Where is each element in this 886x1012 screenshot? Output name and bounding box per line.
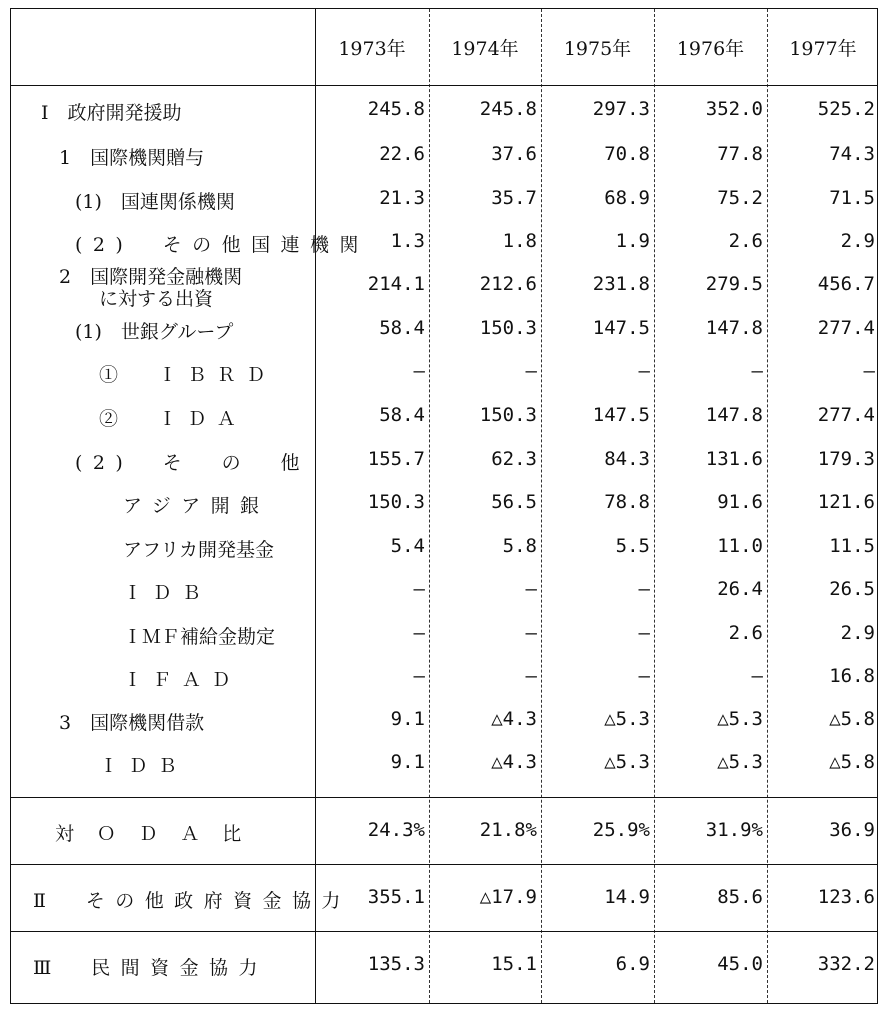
table-cell: 150.3	[367, 491, 425, 513]
table-cell: 5.5	[615, 535, 650, 557]
table-cell: 26.4	[717, 578, 763, 600]
table-cell: 525.2	[817, 98, 875, 120]
summary-cell: 21.8%	[479, 819, 537, 841]
table-cell: 16.8	[829, 665, 875, 687]
table-cell: 21.3	[379, 187, 425, 209]
table-cell: —	[638, 578, 650, 600]
header-divider	[11, 85, 877, 86]
table-cell: 11.5	[829, 535, 875, 557]
table-cell: 245.8	[367, 98, 425, 120]
summary-cell: △17.9	[479, 886, 537, 908]
table-cell: 147.8	[705, 317, 763, 339]
table-cell: 147.5	[592, 404, 650, 426]
summary-cell: 14.9	[604, 886, 650, 908]
summary-cell: 24.3%	[367, 819, 425, 841]
summary-cell: 31.9%	[705, 819, 763, 841]
table-cell: △5.3	[604, 708, 650, 730]
table-cell: 2.9	[840, 622, 875, 644]
table-cell: 279.5	[705, 273, 763, 295]
summary-cell: 36.9	[829, 819, 875, 841]
table-cell: △5.8	[829, 751, 875, 773]
table-cell: 77.8	[717, 143, 763, 165]
table-cell: 179.3	[817, 448, 875, 470]
summary-cell: 332.2	[817, 953, 875, 975]
section-divider	[11, 864, 877, 865]
table-cell: 37.6	[491, 143, 537, 165]
table-cell: 214.1	[367, 273, 425, 295]
column-header-1977: 1977年	[789, 37, 857, 60]
table-cell: 78.8	[604, 491, 650, 513]
table-cell: 62.3	[491, 448, 537, 470]
table-cell: —	[413, 578, 425, 600]
table-cell: 147.5	[592, 317, 650, 339]
column-header-1975: 1975年	[563, 37, 632, 60]
table-cell: 212.6	[479, 273, 537, 295]
column-header-1973: 1973年	[338, 37, 406, 60]
table-cell: 147.8	[705, 404, 763, 426]
section-divider	[11, 931, 877, 932]
table-cell: 71.5	[829, 187, 875, 209]
table-cell: 26.5	[829, 578, 875, 600]
table-cell: 58.4	[379, 317, 425, 339]
table-cell: —	[751, 360, 763, 382]
table-cell: 70.8	[604, 143, 650, 165]
table-cell: 75.2	[717, 187, 763, 209]
table-cell: —	[413, 622, 425, 644]
column-divider	[767, 9, 768, 1003]
table-cell: —	[751, 665, 763, 687]
summary-cell: 25.9%	[592, 819, 650, 841]
table-cell: —	[525, 360, 537, 382]
summary-cell: 45.0	[717, 953, 763, 975]
summary-cell: 135.3	[367, 953, 425, 975]
column-divider	[429, 9, 430, 1003]
table-cell: 231.8	[592, 273, 650, 295]
table-cell: 277.4	[817, 317, 875, 339]
table-cell: △5.8	[829, 708, 875, 730]
table-cell: 11.0	[717, 535, 763, 557]
table-cell: 2.6	[728, 230, 763, 252]
table-cell: —	[413, 665, 425, 687]
column-divider	[654, 9, 655, 1003]
table-cell: 35.7	[491, 187, 537, 209]
table-cell: 1.8	[502, 230, 537, 252]
table-cell: —	[638, 622, 650, 644]
table-cell: 56.5	[491, 491, 537, 513]
table-cell: 2.6	[728, 622, 763, 644]
table-cell: 84.3	[604, 448, 650, 470]
column-divider	[541, 9, 542, 1003]
table-cell: 9.1	[390, 751, 425, 773]
table-cell: 1.3	[390, 230, 425, 252]
table-cell: —	[525, 578, 537, 600]
table-cell: 245.8	[479, 98, 537, 120]
table-cell: 58.4	[379, 404, 425, 426]
table-cell: —	[525, 622, 537, 644]
column-header-1974: 1974年	[451, 37, 519, 60]
table-cell: 91.6	[717, 491, 763, 513]
table-cell: —	[525, 665, 537, 687]
column-header-1976: 1976年	[676, 37, 745, 60]
table-cell: 9.1	[390, 708, 425, 730]
table-cell: —	[638, 360, 650, 382]
summary-cell: 85.6	[717, 886, 763, 908]
table-cell: △5.3	[717, 708, 763, 730]
table-cell: 121.6	[817, 491, 875, 513]
table-cell: —	[863, 360, 875, 382]
table-cell: 74.3	[829, 143, 875, 165]
table-cell: 2.9	[840, 230, 875, 252]
table-cell: 22.6	[379, 143, 425, 165]
table-cell: △5.3	[717, 751, 763, 773]
table-cell: 456.7	[817, 273, 875, 295]
label-column-divider	[315, 9, 316, 1003]
summary-cell: 123.6	[817, 886, 875, 908]
table-cell: 155.7	[367, 448, 425, 470]
table-cell: 277.4	[817, 404, 875, 426]
table-cell: 5.4	[390, 535, 425, 557]
table-cell: △4.3	[491, 708, 537, 730]
table-cell: 352.0	[705, 98, 763, 120]
table-cell: △5.3	[604, 751, 650, 773]
contribution-table: 1973年 1974年 1975年 1976年 1977年 Ⅰ 政府開発援助 245.8 245.8 297.3 352.0 525.2 1 国際機関贈与 22.6 37.6 70.8 77.8 74.3 (1) 国連関係機関 21.3 35.7 68.9 75.2 71.5 (2) その他国連機関 1.3 1.8 1.9 2.6 2.9 2 国際開発金融機関 に対する出資 214.1 212.6 231.8 279.5 456.7 (1) 世銀グループ 58.4 150.3 147.5 147.8 277.4 ① ＩＢＲＤ — — — — — ② ＩＤＡ 58.4 150.3 147.5 147.8 277.4 (2) そ の 他 155.7 62.3 84.3 131.6 179.3 アジア開銀 150.3 56.5 78.8 91.6 121.6 アフリカ開発基金 5.4 5.8 5.5 11.0 11.5 ＩＤＢ — — — 26.4 26.5 ＩＭＦ補給金勘定 — — — 2.6 2.9 ＩＦＡＤ — — — — 16.8 3 国際機関借款 9.1 △4.3 △5.3 △5.3 △5.8 ＩＤＢ 9.1 △4.3 △5.3 △5.3 △5.8 対ＯＤＡ比 24.3% 21.8% 25.9% 31.9% 36.9 Ⅱ その他政府資金協力 355.1 △17.9 14.9 85.6 123.6 Ⅲ 民間資金協力 135.3 15.1 6.9 45.0 332.2	[10, 8, 878, 1004]
summary-cell: 355.1	[367, 886, 425, 908]
table-cell: 131.6	[705, 448, 763, 470]
table-cell: 5.8	[502, 535, 537, 557]
section-divider	[11, 797, 877, 798]
table-cell: 150.3	[479, 404, 537, 426]
table-cell: 1.9	[615, 230, 650, 252]
summary-cell: 15.1	[491, 953, 537, 975]
summary-cell: 6.9	[615, 953, 650, 975]
table-cell: 150.3	[479, 317, 537, 339]
table-cell: △4.3	[491, 751, 537, 773]
table-cell: 68.9	[604, 187, 650, 209]
table-cell: —	[638, 665, 650, 687]
table-cell: 297.3	[592, 98, 650, 120]
table-cell: —	[413, 360, 425, 382]
